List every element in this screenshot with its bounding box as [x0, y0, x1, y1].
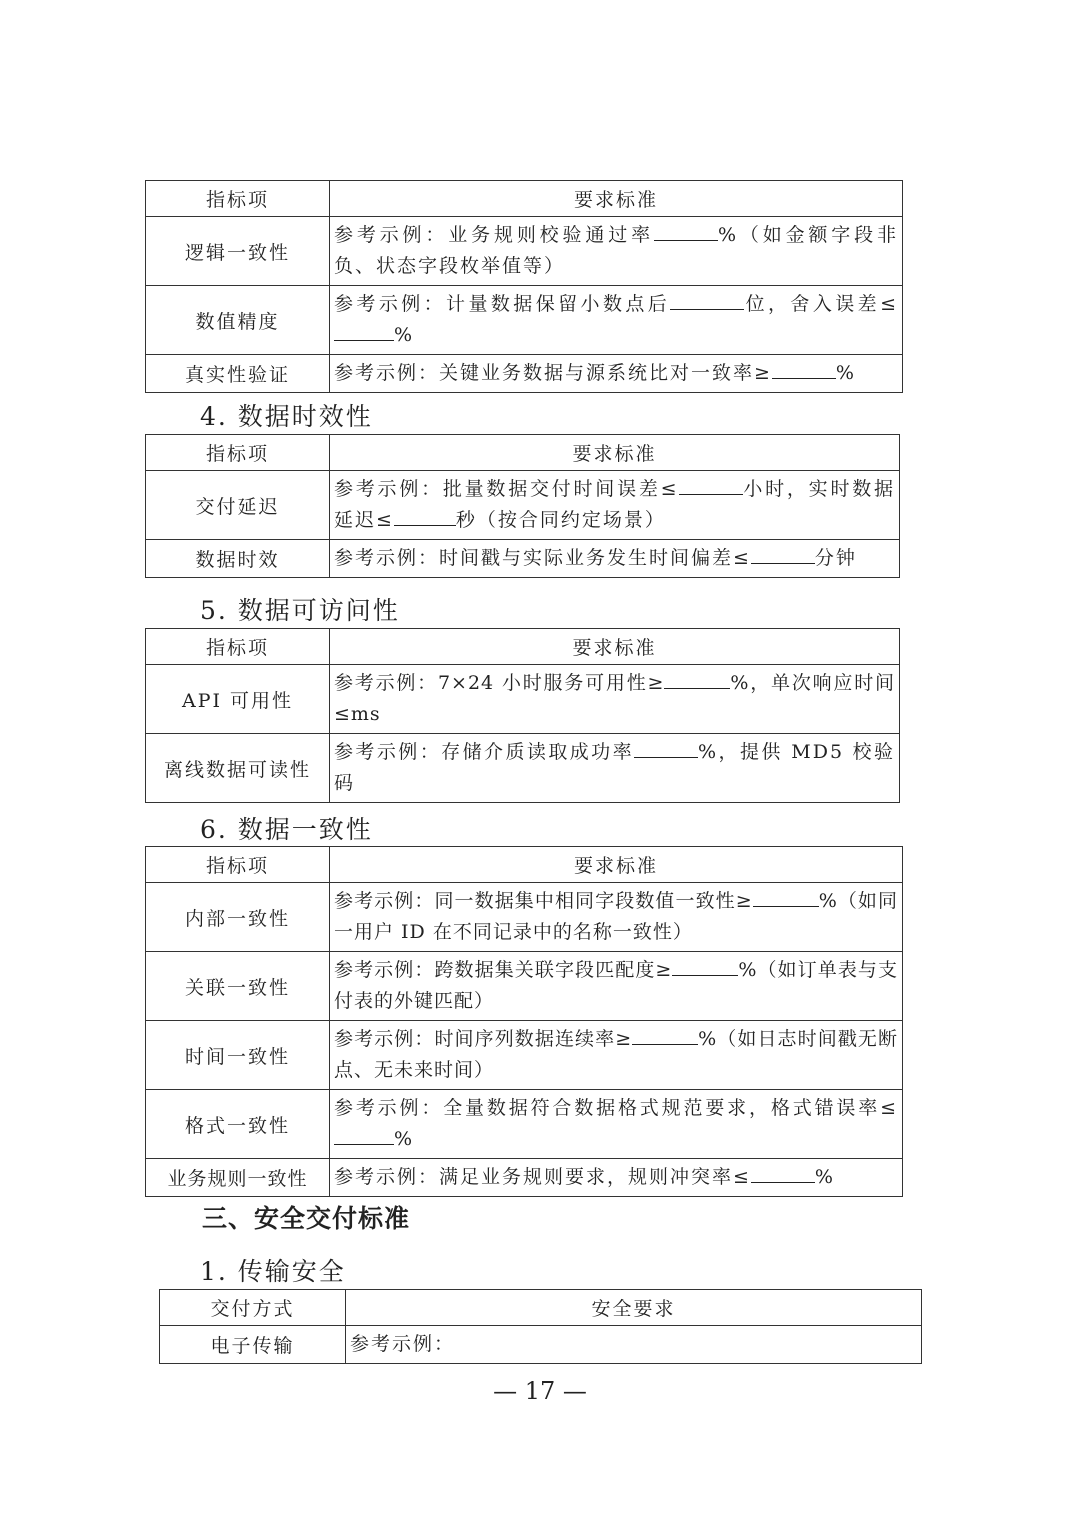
col-header-item: 指标项	[146, 629, 330, 665]
table-header-row	[146, 435, 900, 471]
fill-blank	[634, 737, 698, 758]
fill-blank	[664, 668, 730, 689]
col-header-item: 指标项	[146, 435, 330, 471]
row-item: 数据时效	[146, 540, 330, 578]
row-item: 业务规则一致性	[146, 1159, 330, 1197]
table-row	[146, 1090, 903, 1159]
section-title-transport: 1. 传输安全	[200, 1257, 346, 1286]
fill-blank	[751, 543, 815, 564]
fill-blank	[334, 1124, 394, 1145]
section-title-accessibility: 5. 数据可访问性	[200, 596, 400, 625]
table-header-row	[146, 847, 903, 883]
row-requirement: 参考示例：	[346, 1326, 922, 1364]
row-requirement: 参考示例：关键业务数据与源系统比对一致率≥ %	[330, 355, 903, 393]
col-header-requirement: 安全要求	[346, 1290, 922, 1326]
fill-blank	[670, 289, 744, 310]
row-requirement: 参考示例：满足业务规则要求，规则冲突率≤ %	[330, 1159, 903, 1197]
table-row	[146, 883, 903, 952]
table-header-row	[146, 181, 903, 217]
row-item: 逻辑一致性	[146, 217, 330, 286]
fill-blank	[751, 1162, 815, 1183]
row-item: 电子传输	[160, 1326, 346, 1364]
table-row	[146, 355, 903, 393]
row-requirement: 参考示例：时间序列数据连续率≥ %（如日志时间戳无断点、无未来时间）	[330, 1021, 903, 1090]
row-requirement: 参考示例：业务规则校验通过率 %（如金额字段非负、状态字段枚举值等）	[330, 217, 903, 286]
row-requirement: 参考示例：全量数据符合数据格式规范要求，格式错误率≤%	[330, 1090, 903, 1159]
table-row	[146, 471, 900, 540]
row-item: 数值精度	[146, 286, 330, 355]
row-requirement: 参考示例：同一数据集中相同字段数值一致性≥ %（如同一用户 ID 在不同记录中的名称一致性）	[330, 883, 903, 952]
chapter-title-security: 三、安全交付标准	[202, 1204, 411, 1233]
table-row	[146, 1021, 903, 1090]
row-item: 时间一致性	[146, 1021, 330, 1090]
row-item: API 可用性	[146, 665, 330, 734]
row-requirement: 参考示例：存储介质读取成功率 %，提供 MD5 校验码	[330, 734, 900, 803]
row-item: 关联一致性	[146, 952, 330, 1021]
table-row	[146, 734, 900, 803]
col-header-item: 指标项	[146, 181, 330, 217]
col-header-item: 指标项	[146, 847, 330, 883]
fill-blank	[394, 505, 456, 526]
col-header-requirement: 要求标准	[330, 435, 900, 471]
fill-blank	[753, 886, 819, 907]
table-row	[146, 1159, 903, 1197]
table-row	[146, 665, 900, 734]
col-header-requirement: 要求标准	[330, 181, 903, 217]
table-accessibility	[145, 628, 900, 803]
fill-blank	[679, 474, 743, 495]
section-title-timeliness: 4. 数据时效性	[200, 402, 373, 431]
row-requirement: 参考示例：跨数据集关联字段匹配度≥ %（如订单表与支付表的外键匹配）	[330, 952, 903, 1021]
row-item: 交付延迟	[146, 471, 330, 540]
fill-blank	[334, 320, 394, 341]
row-item: 真实性验证	[146, 355, 330, 393]
row-item: 离线数据可读性	[146, 734, 330, 803]
table-integrity	[145, 180, 903, 393]
row-item: 内部一致性	[146, 883, 330, 952]
row-item: 格式一致性	[146, 1090, 330, 1159]
table-timeliness	[145, 434, 900, 578]
table-transport	[159, 1289, 922, 1364]
table-header-row	[160, 1290, 922, 1326]
col-header-requirement: 要求标准	[330, 629, 900, 665]
row-requirement: 参考示例：时间戳与实际业务发生时间偏差≤ 分钟	[330, 540, 900, 578]
table-row	[146, 952, 903, 1021]
fill-blank	[772, 358, 836, 379]
fill-blank	[672, 955, 738, 976]
col-header-requirement: 要求标准	[330, 847, 903, 883]
row-requirement: 参考示例：批量数据交付时间误差≤ 小时，实时数据延迟≤ 秒（按合同约定场景）	[330, 471, 900, 540]
col-header-method: 交付方式	[160, 1290, 346, 1326]
section-title-consistency: 6. 数据一致性	[200, 815, 373, 844]
table-row	[146, 540, 900, 578]
table-row	[160, 1326, 922, 1364]
table-row	[146, 286, 903, 355]
table-consistency	[145, 846, 903, 1197]
page-number: — 17 —	[493, 1377, 587, 1405]
table-row	[146, 217, 903, 286]
fill-blank	[654, 220, 718, 241]
table-header-row	[146, 629, 900, 665]
row-requirement: 参考示例：计量数据保留小数点后 位，舍入误差≤%	[330, 286, 903, 355]
row-requirement: 参考示例：7×24 小时服务可用性≥ %，单次响应时间≤ms	[330, 665, 900, 734]
fill-blank	[632, 1024, 698, 1045]
